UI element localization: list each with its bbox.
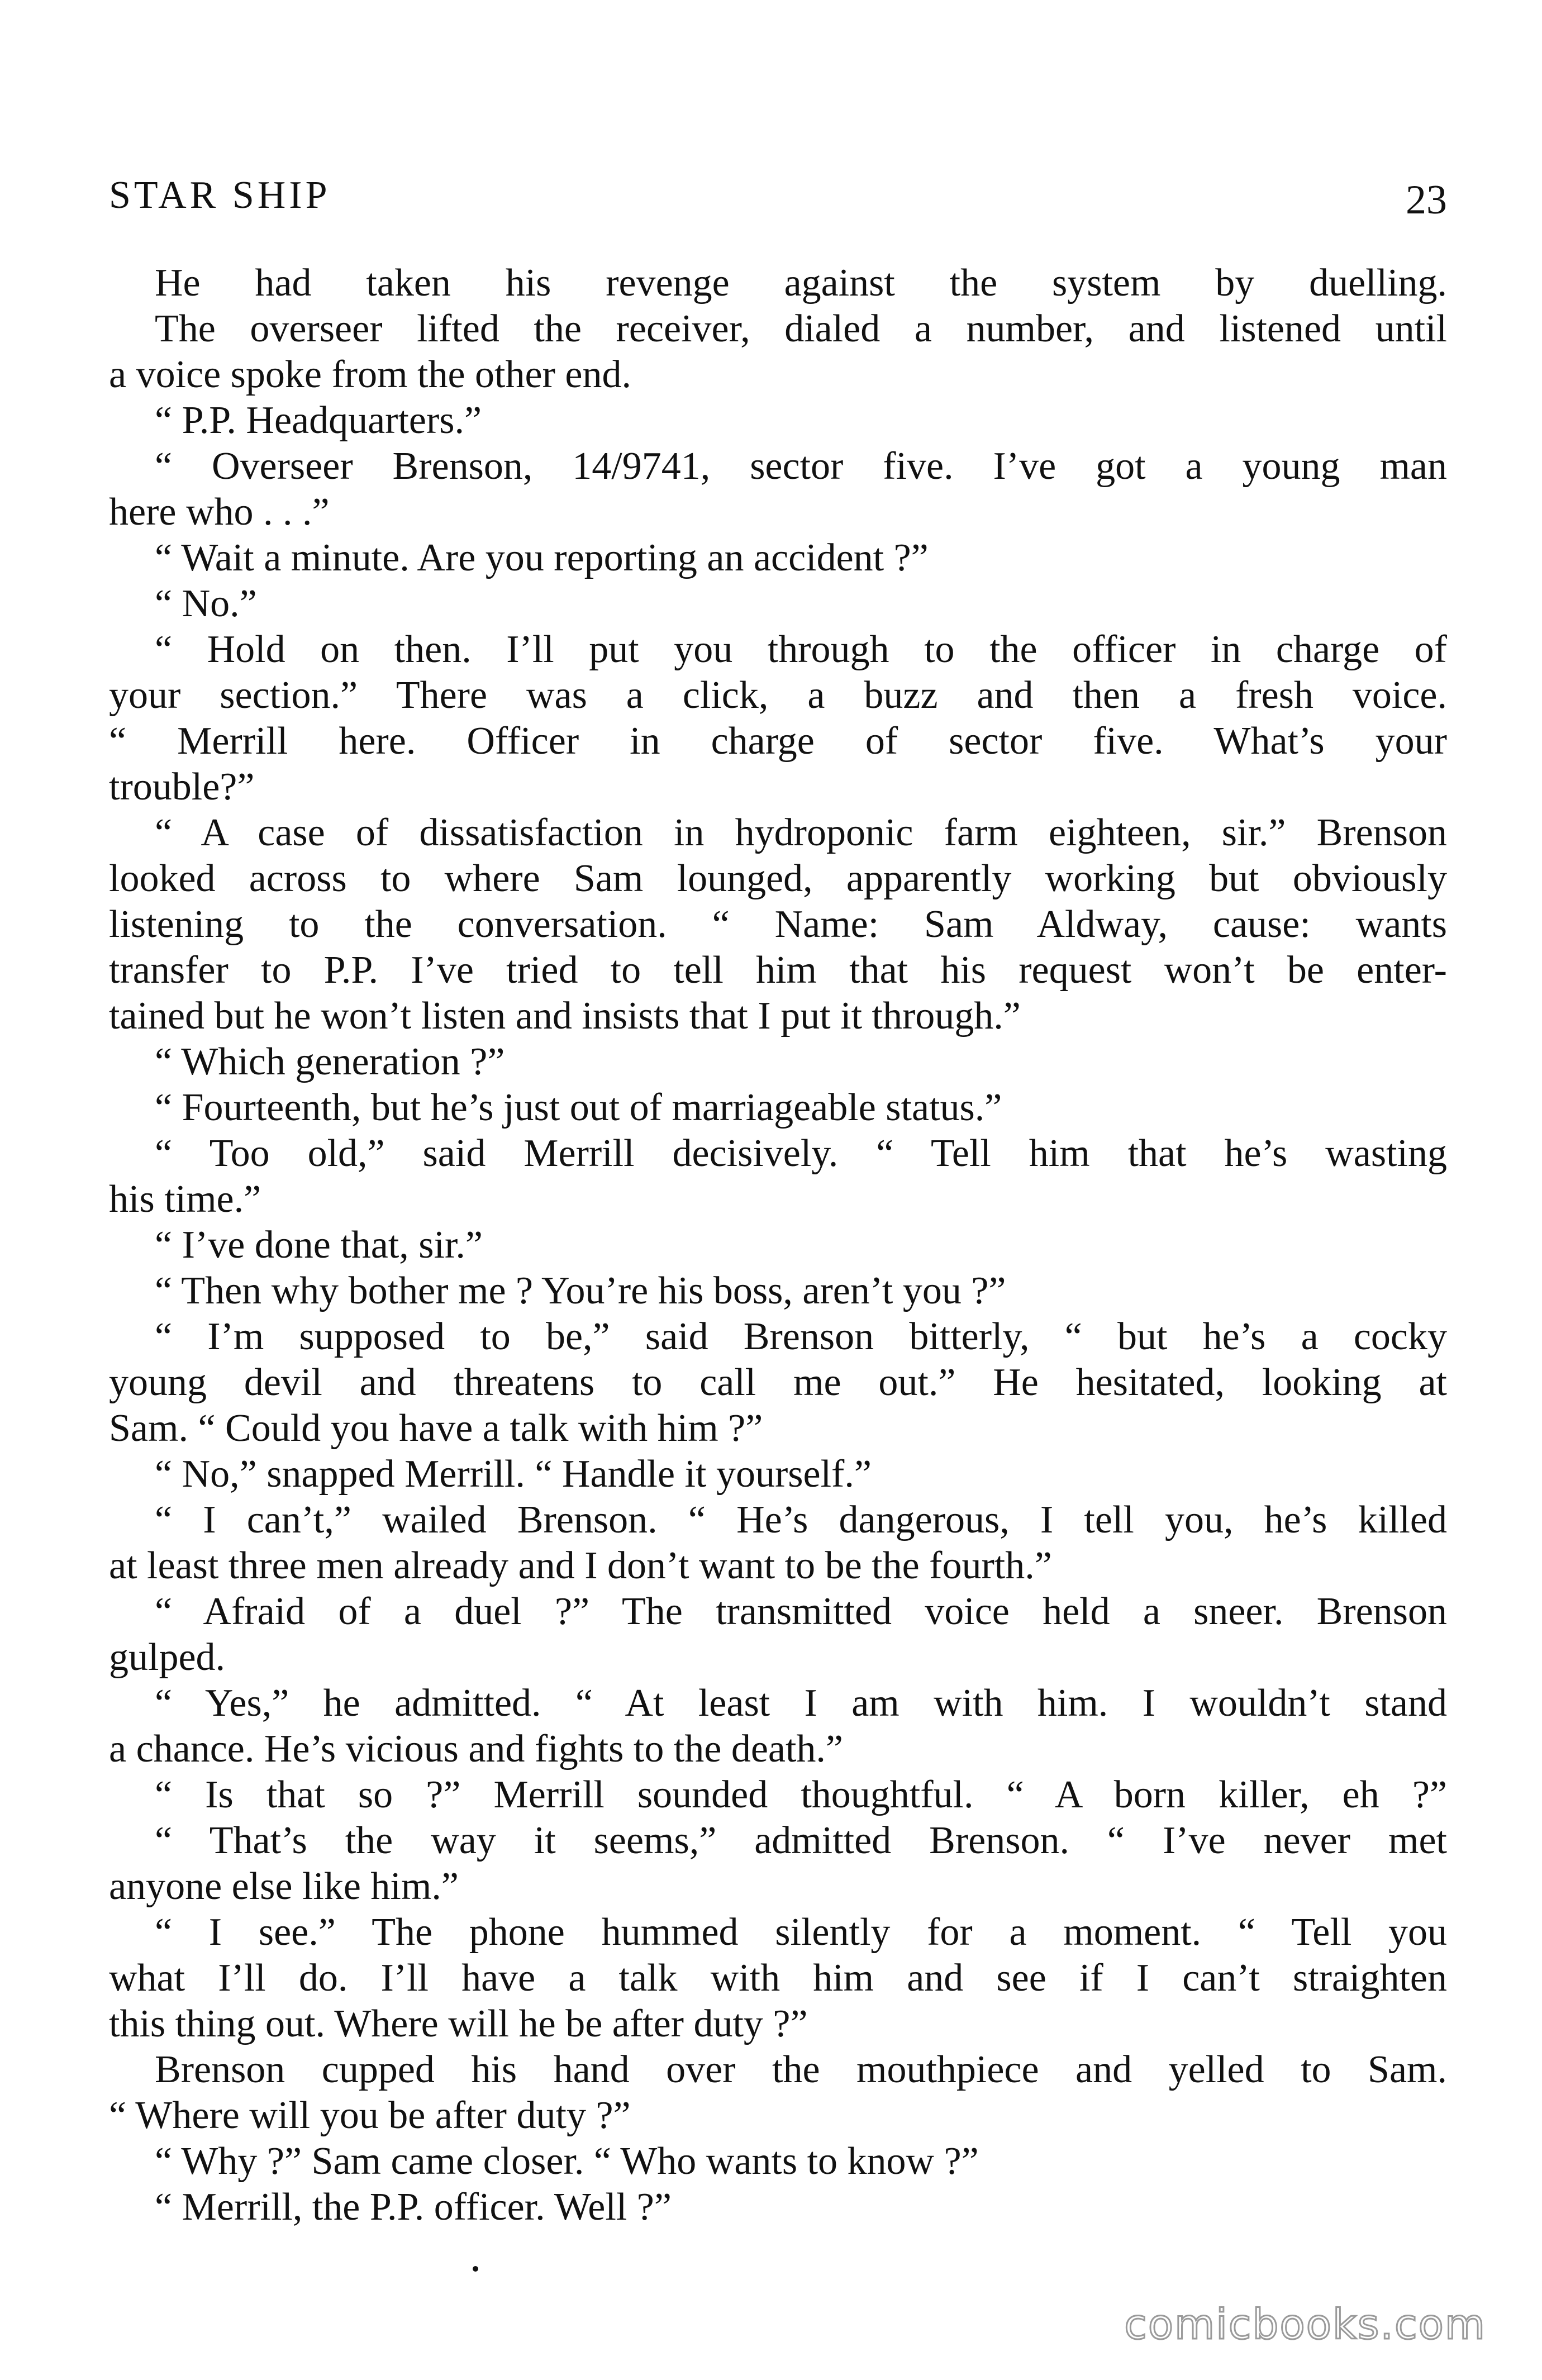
text-line: He had taken his revenge against the system by duelling.	[155, 261, 1447, 304]
text-line: “ Is that so ?” Merrill sounded thoughtful. “ A born killer, eh ?”	[155, 1773, 1447, 1816]
print-dot	[473, 2266, 478, 2272]
text-line: “ No,” snapped Merrill. “ Handle it yourself.”	[155, 1453, 872, 1496]
text-line: gulped.	[109, 1636, 226, 1679]
text-line: his time.”	[109, 1178, 261, 1221]
text-line: “ Why ?” Sam came closer. “ Who wants to know ?”	[155, 2140, 979, 2183]
body-text	[109, 260, 1447, 2230]
text-line: “ P.P. Headquarters.”	[155, 399, 482, 442]
text-line: trouble?”	[109, 765, 255, 808]
text-line: transfer to P.P. I’ve tried to tell him that his request won’t be enter-	[109, 949, 1447, 992]
watermark: comicbooks.com	[1124, 2301, 1486, 2349]
text-line: what I’ll do. I’ll have a talk with him and see if I can’t straighten	[109, 1957, 1447, 2000]
running-head	[109, 168, 1447, 223]
text-line: “ Which generation ?”	[155, 1040, 505, 1083]
text-line: at least three men already and I don’t want to be the fourth.”	[109, 1544, 1052, 1587]
text-line: Brenson cupped his hand over the mouthpiece and yelled to Sam.	[155, 2048, 1447, 2091]
text-line: “ Fourteenth, but he’s just out of marriageable status.”	[155, 1086, 1002, 1129]
text-line: listening to the conversation. “ Name: Sam Aldway, cause: wants	[109, 903, 1447, 946]
text-line: “ Merrill here. Officer in charge of sector five. What’s your	[109, 720, 1447, 763]
text-line: “ Then why bother me ? You’re his boss, aren’t you ?”	[155, 1269, 1006, 1312]
text-line: tained but he won’t listen and insists that I put it through.”	[109, 994, 1021, 1037]
text-line: “ Overseer Brenson, 14/9741, sector five. I’ve got a young man	[155, 445, 1447, 488]
text-line: Sam. “ Could you have a talk with him ?”	[109, 1407, 763, 1450]
text-line: “ That’s the way it seems,” admitted Brenson. “ I’ve never met	[155, 1819, 1447, 1862]
text-line: “ A case of dissatisfaction in hydroponic farm eighteen, sir.” Brenson	[155, 811, 1447, 854]
text-line: “ I see.” The phone hummed silently for a moment. “ Tell you	[155, 1911, 1447, 1954]
page-number: 23	[1406, 177, 1447, 223]
running-title: STAR SHIP	[109, 174, 331, 217]
text-line: a chance. He’s vicious and fights to the death.”	[109, 1727, 844, 1770]
text-line: young devil and threatens to call me out.” He hesitated, looking at	[109, 1361, 1447, 1404]
text-line: “ Too old,” said Merrill decisively. “ Tell him that he’s wasting	[155, 1132, 1447, 1175]
text-line: “ No.”	[155, 582, 257, 625]
text-line: this thing out. Where will he be after duty ?”	[109, 2002, 808, 2045]
text-line: “ Hold on then. I’ll put you through to the officer in charge of	[155, 628, 1447, 671]
text-line: anyone else like him.”	[109, 1865, 459, 1908]
text-line: “ Afraid of a duel ?” The transmitted voice held a sneer. Brenson	[155, 1590, 1447, 1633]
text-line: “ Wait a minute. Are you reporting an accident ?”	[155, 536, 929, 579]
text-line: “ I’ve done that, sir.”	[155, 1224, 483, 1267]
text-line: “ Where will you be after duty ?”	[109, 2094, 631, 2137]
text-line: “ Yes,” he admitted. “ At least I am with him. I wouldn’t stand	[155, 1682, 1447, 1725]
text-line: here who . . .”	[109, 491, 330, 534]
text-line: a voice spoke from the other end.	[109, 353, 631, 396]
text-line: looked across to where Sam lounged, apparently working but obviously	[109, 857, 1447, 900]
text-line: “ I can’t,” wailed Brenson. “ He’s dangerous, I tell you, he’s killed	[155, 1498, 1447, 1541]
text-line: “ Merrill, the P.P. officer. Well ?”	[155, 2186, 672, 2229]
text-line: “ I’m supposed to be,” said Brenson bitterly, “ but he’s a cocky	[155, 1315, 1447, 1358]
text-line: The overseer lifted the receiver, dialed a number, and listened until	[155, 307, 1447, 350]
text-line: your section.” There was a click, a buzz and then a fresh voice.	[109, 674, 1447, 717]
